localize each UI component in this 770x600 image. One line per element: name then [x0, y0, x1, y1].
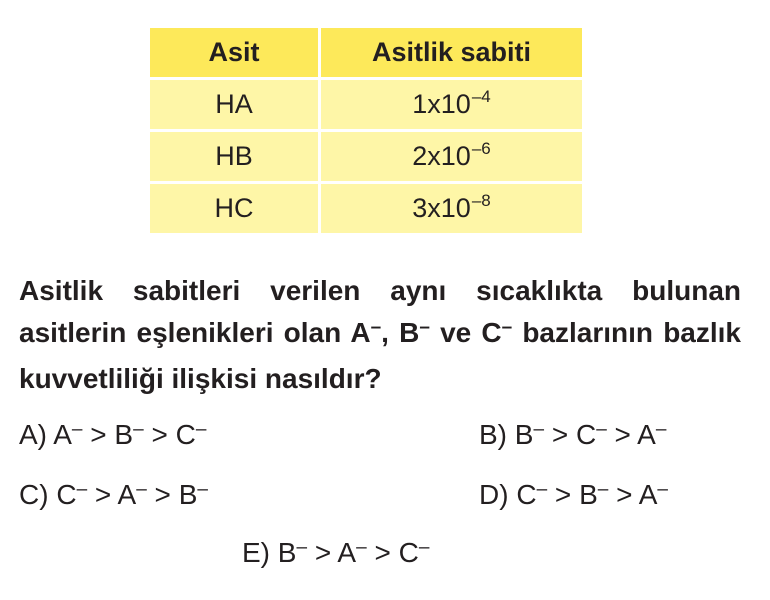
acid-constant-value: [321, 80, 582, 129]
ion-symbol: A: [637, 419, 656, 450]
minus-sign: –: [195, 419, 207, 440]
acid-name: HB: [150, 132, 318, 181]
question-line-3: bazlık kuvvetliliği ilişkisi nasıldır?: [19, 317, 741, 394]
greater-than: >: [307, 537, 338, 568]
table-row: [150, 132, 582, 181]
greater-than: >: [146, 479, 179, 510]
ion-symbol: B: [178, 479, 198, 510]
constant-base: 2x10: [412, 141, 471, 171]
minus-sign: –: [536, 479, 548, 500]
constant-base: 3x10: [412, 193, 471, 223]
option-label: A): [19, 419, 54, 450]
acid-name: HC: [150, 184, 318, 233]
constant-exponent: –6: [471, 139, 491, 158]
acid-constant-value: [321, 132, 582, 181]
ion-symbol: A: [53, 419, 72, 450]
option-b[interactable]: [479, 419, 666, 451]
comma: ,: [381, 317, 389, 348]
constant-base: 1x10: [412, 89, 471, 119]
option-d[interactable]: [479, 479, 668, 511]
header-acid: Asit: [150, 28, 318, 77]
ion-symbol: B: [514, 419, 534, 450]
option-e[interactable]: [242, 537, 429, 569]
option-a[interactable]: [19, 419, 206, 451]
minus-sign: –: [71, 419, 83, 440]
ion-symbol: C: [398, 537, 419, 568]
greater-than: >: [143, 419, 176, 450]
minus-sign: –: [197, 479, 208, 500]
ion-symbol: C: [56, 479, 77, 510]
minus-sign: –: [501, 317, 513, 338]
minus-sign: –: [418, 537, 430, 558]
minus-sign: –: [597, 479, 609, 500]
ion-symbol: A: [337, 537, 357, 568]
greater-than: >: [606, 419, 638, 450]
greater-than: >: [87, 479, 118, 510]
minus-sign: –: [370, 317, 382, 338]
minus-sign: –: [655, 419, 667, 440]
minus-sign: –: [533, 419, 545, 440]
minus-sign: –: [76, 479, 88, 500]
constant-exponent: –8: [471, 191, 491, 210]
minus-sign: –: [133, 419, 144, 440]
question-line-1: Asitlik sabitleri verilen aynı sıcaklıkta bulunan: [19, 275, 741, 306]
minus-sign: –: [419, 317, 430, 338]
option-label: B): [479, 419, 515, 450]
table-row: [150, 80, 582, 129]
table-row: [150, 184, 582, 233]
acid-name: HA: [150, 80, 318, 129]
option-label: D): [479, 479, 517, 510]
greater-than: >: [82, 419, 115, 450]
greater-than: >: [608, 479, 639, 510]
constant-exponent: –4: [471, 87, 491, 106]
header-acid-constant: Asitlik sabiti: [321, 28, 582, 77]
ion-symbol: A: [117, 479, 137, 510]
ion-symbol: C: [175, 419, 196, 450]
greater-than: >: [366, 537, 399, 568]
question-line-2b: B: [399, 317, 420, 348]
question-text: [19, 270, 741, 400]
minus-sign: –: [356, 537, 367, 558]
greater-than: >: [544, 419, 576, 450]
acid-constant-value: [321, 184, 582, 233]
question-line-2a: asitlerin eşlenikleri olan A: [19, 317, 371, 348]
ion-symbol: B: [114, 419, 134, 450]
minus-sign: –: [596, 419, 607, 440]
minus-sign: –: [296, 537, 308, 558]
minus-sign: –: [136, 479, 147, 500]
acid-constant-table: [147, 25, 585, 236]
option-c[interactable]: [19, 479, 208, 511]
ion-symbol: C: [575, 419, 597, 450]
question-line-2c: ve C: [440, 317, 502, 348]
ion-symbol: B: [277, 537, 297, 568]
table-header-row: [150, 28, 582, 77]
ion-symbol: B: [579, 479, 598, 510]
question-line-2d: bazlarının: [522, 317, 654, 348]
minus-sign: –: [657, 479, 668, 500]
ion-symbol: C: [516, 479, 537, 510]
greater-than: >: [547, 479, 580, 510]
option-label: C): [19, 479, 57, 510]
option-label: E): [242, 537, 278, 568]
ion-symbol: A: [638, 479, 658, 510]
